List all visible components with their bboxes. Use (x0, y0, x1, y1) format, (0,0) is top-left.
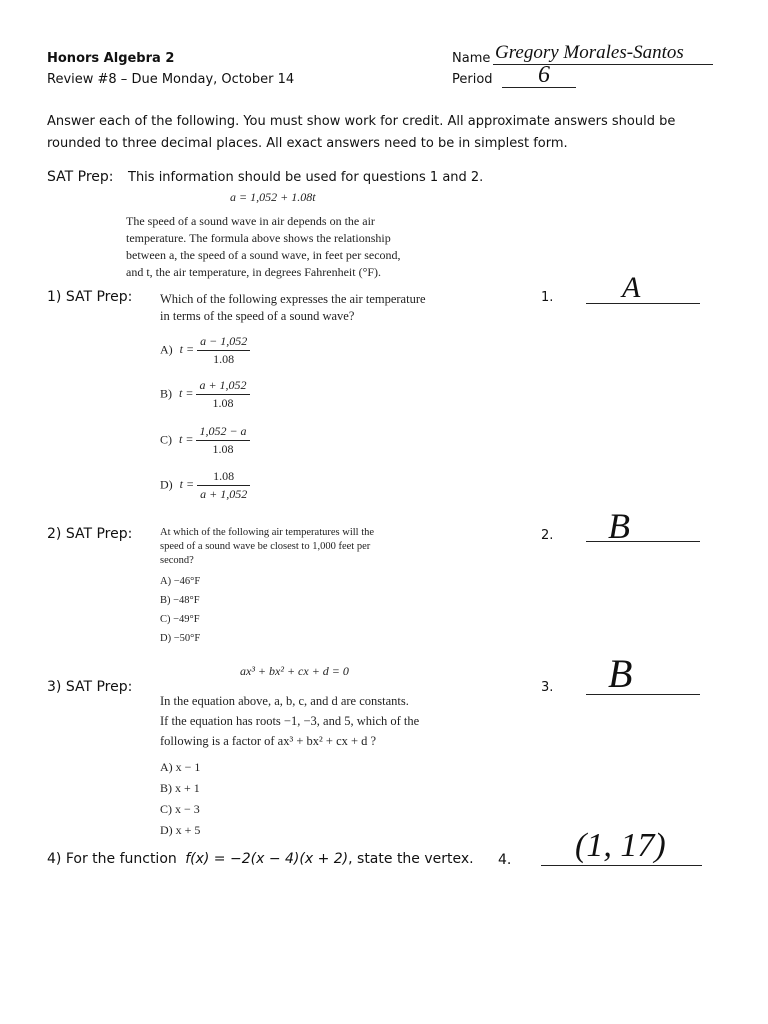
q3-number: 3. (541, 680, 554, 695)
q2-text-3: second? (160, 555, 194, 566)
q1-choice-d-denominator: a + 1,052 (200, 487, 248, 501)
q3-text-1: In the equation above, a, b, c, and d are constants. (160, 694, 409, 708)
q1-label: 1) SAT Prep: (47, 289, 133, 305)
period-handwriting: 6 (538, 62, 550, 88)
q1-number: 1. (541, 290, 554, 305)
sat-intro-formula: a = 1,052 + 1.08t (230, 190, 316, 204)
sat-intro-text: This information should be used for questions 1 and 2. (128, 170, 484, 185)
sat-intro-label: SAT Prep: (47, 169, 114, 185)
q1-choice-b-denominator: 1.08 (212, 396, 234, 410)
q1-choice-d-letter: D) (160, 477, 173, 492)
q3-choice-d: D) x + 5 (160, 823, 201, 837)
instructions-line-1: Answer each of the following. You must show work for credit. All approximate answers should be (47, 114, 676, 129)
q2-answer-handwriting: B (608, 506, 630, 546)
q3-text-3: following is a factor of ax³ + bx² + cx + d ? (160, 734, 377, 748)
q1-choice-d-numerator: 1.08 (197, 469, 250, 486)
period-field (502, 62, 576, 88)
q4-answer-handwriting: (1, 17) (575, 827, 666, 864)
q2-number: 2. (541, 528, 554, 543)
q1-text-2: in terms of the speed of a sound wave? (160, 309, 355, 323)
q1-answer-handwriting: A (622, 271, 641, 304)
sat-intro-paragraph-3: between a, the speed of a sound wave, in feet per second, (126, 248, 401, 262)
q2-choice-d: D) −50°F (160, 633, 201, 644)
q3-answer-handwriting: B (608, 651, 633, 696)
name-field (493, 42, 713, 65)
q1-choice-b-letter: B) (160, 386, 172, 401)
q1-choice-c-letter: C) (160, 432, 172, 447)
q1-choice-c-lhs: t = (179, 432, 194, 447)
q1-choice-a-denominator: 1.08 (213, 352, 235, 366)
q1-answer-line (586, 271, 700, 304)
q1-choice-b-lhs: t = (179, 386, 194, 401)
q2-label: 2) SAT Prep: (47, 526, 133, 542)
q1-choice-a-fraction (197, 334, 250, 367)
q1-choice-a-letter: A) (160, 342, 173, 357)
sat-intro-paragraph-1: The speed of a sound wave in air depends on the air (126, 214, 375, 228)
q3-label: 3) SAT Prep: (47, 679, 133, 695)
q1-choice-d (160, 469, 250, 502)
q2-choice-a: A) −46°F (160, 576, 201, 587)
q4-prompt (47, 851, 474, 867)
q1-text-1: Which of the following expresses the air temperature (160, 292, 426, 306)
q1-choice-d-fraction (197, 469, 250, 502)
q1-choice-c (160, 424, 250, 457)
q2-choice-c: C) −49°F (160, 614, 200, 625)
name-label: Name (452, 51, 491, 66)
q1-choice-b-fraction (196, 378, 249, 411)
name-handwriting: Gregory Morales-Santos (495, 42, 684, 63)
q4-prefix: 4) For the function (47, 851, 177, 867)
q1-choice-a-numerator: a − 1,052 (197, 334, 250, 351)
sat-intro-paragraph-2: temperature. The formula above shows the relationship (126, 231, 391, 245)
q3-equation: ax³ + bx² + cx + d = 0 (240, 664, 349, 678)
q2-choice-b: B) −48°F (160, 595, 200, 606)
instructions-line-2: rounded to three decimal places. All exact answers need to be in simplest form. (47, 136, 568, 151)
q3-text-2: If the equation has roots −1, −3, and 5, which of the (160, 714, 420, 728)
q2-text-1: At which of the following air temperatures will the (160, 527, 375, 538)
review-title: Review #8 – Due Monday, October 14 (47, 72, 295, 87)
q3-choice-b: B) x + 1 (160, 781, 200, 795)
q1-choice-c-fraction (196, 424, 249, 457)
q1-choice-a (160, 334, 250, 367)
sat-intro-paragraph-4: and t, the air temperature, in degrees Fahrenheit (°F). (126, 265, 382, 279)
q4-function: f(x) = −2(x − 4)(x + 2) (185, 851, 349, 867)
q1-choice-b-numerator: a + 1,052 (196, 378, 249, 395)
q2-answer-line (586, 506, 700, 546)
period-label: Period (452, 72, 493, 87)
q1-choice-d-lhs: t = (179, 477, 195, 492)
q1-choice-c-numerator: 1,052 − a (196, 424, 249, 441)
q4-number: 4. (498, 852, 512, 868)
q3-choice-c: C) x − 3 (160, 802, 200, 816)
q1-choice-c-denominator: 1.08 (212, 442, 234, 456)
q3-answer-line (586, 651, 700, 696)
q3-choice-a: A) x − 1 (160, 760, 201, 774)
course-title: Honors Algebra 2 (47, 51, 175, 66)
q1-choice-a-lhs: t = (179, 342, 195, 357)
q4-suffix: , state the vertex. (348, 851, 474, 867)
q2-text-2: speed of a sound wave be closest to 1,000 feet per (160, 541, 371, 552)
q1-choice-b (160, 378, 250, 411)
q4-answer-line (541, 827, 702, 866)
